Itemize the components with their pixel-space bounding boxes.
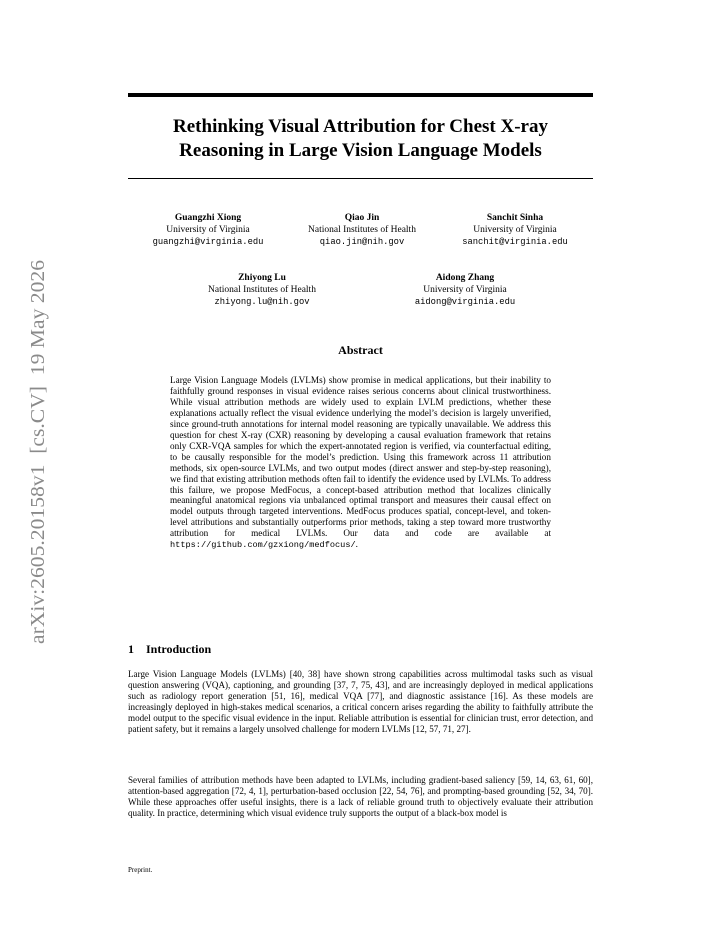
author-block xyxy=(292,212,432,248)
author-affiliation: National Institutes of Health xyxy=(308,225,416,235)
author-affiliation: University of Virginia xyxy=(473,225,557,235)
code-repository-link[interactable]: https://github.com/gzxiong/medfocus/ xyxy=(170,540,356,551)
section-title: Introduction xyxy=(146,642,212,656)
paper-title-line-1: Rethinking Visual Attribution for Chest X-ray xyxy=(173,116,548,137)
introduction-paragraph: Several families of attribution methods have been adapted to LVLMs, including gradient-based saliency [59, 14, 63, 61, 60], attention-based aggregation [72, 4, 1], perturbation-based occlusion [22, 54, 76], and prompting-based grounding [52, 34, 70]. While these approaches offer useful insights, there is a lack of reliable ground truth to objectively evaluate their attribution quality. In practice, determining which visual evidence truly supports the output of a black-box model is xyxy=(128,775,593,818)
title-top-rule xyxy=(128,93,593,97)
section-number: 1 xyxy=(128,642,134,656)
preprint-footer: Preprint. xyxy=(128,866,153,874)
author-name: Zhiyong Lu xyxy=(238,273,286,283)
introduction-paragraph: Large Vision Language Models (LVLMs) [40, 38] have shown strong capabilities across multimodal tasks such as visual question answering (VQA), captioning, and grounding [37, 7, 75, 43], and are increasingly deployed in medical applications such as radiology report generation [51, 16], medical VQA [77], and diagnostic assistance [16]. As these models are increasingly deployed in high-stakes medical scenarios, a critical concern arises regarding the ability to faithfully attribute the model output to the specific visual evidence in the input. Reliable attribution is essential for clinician trust, error detection, and patient safety, but it remains a largely unsolved challenge for modern LVLMs [12, 57, 71, 27]. xyxy=(128,669,593,734)
arxiv-identifier-text: arXiv:2605.20158v1 [cs.CV] 19 May 2026 xyxy=(27,279,49,644)
author-affiliation: University of Virginia xyxy=(423,285,507,295)
paper-title xyxy=(128,115,593,163)
abstract-heading: Abstract xyxy=(338,343,383,357)
abstract-end: . xyxy=(355,539,358,550)
author-block xyxy=(192,272,332,308)
author-email[interactable]: zhiyong.lu@nih.gov xyxy=(214,297,310,307)
author-block xyxy=(140,212,276,248)
author-name: Qiao Jin xyxy=(344,213,380,223)
paper-title-line-2: Reasoning in Large Vision Language Models xyxy=(179,140,542,161)
abstract-body xyxy=(170,375,551,551)
author-email[interactable]: sanchit@virginia.edu xyxy=(462,237,568,247)
author-affiliation: National Institutes of Health xyxy=(208,285,316,295)
title-bottom-rule xyxy=(128,178,593,179)
author-email[interactable]: aidong@virginia.edu xyxy=(414,297,516,307)
author-name: Aidong Zhang xyxy=(435,273,495,283)
author-email[interactable]: qiao.jin@nih.gov xyxy=(319,237,405,247)
author-block xyxy=(401,272,529,308)
author-affiliation: University of Virginia xyxy=(166,225,250,235)
section-heading-introduction xyxy=(128,642,593,656)
author-email[interactable]: guangzhi@virginia.edu xyxy=(152,237,264,247)
author-name: Guangzhi Xiong xyxy=(174,213,242,223)
author-name: Sanchit Sinha xyxy=(486,213,544,223)
author-block xyxy=(447,212,583,248)
abstract-text: Large Vision Language Models (LVLMs) show promise in medical applications, but their inability to faithfully ground responses in visual evidence raises serious concerns about clinical trustworthiness. While visual attribution methods are widely used to explain LVLM predictions, whether these explanations actually reflect the visual evidence underlying the model’s decision is largely unverified, since ground-truth annotations for internal model reasoning are typically unavailable. We address this question for chest X-ray (CXR) reasoning by developing a causal evaluation framework that retains only CXR-VQA samples for which the expert-annotated region is verified, via counterfactual editing, to be causally responsible for the model’s prediction. Using this framework across 11 attribution methods, six open-source LVLMs, and two output modes (direct answer and step-by-step reasoning), we find that existing attribution methods often fail to identify the evidence used by LVLMs. To address this failure, we propose MedFocus, a concept-based attribution method that localizes clinically meaningful anatomical regions via unbalanced optimal transport and measures their causal effect on model outputs through targeted interventions. MedFocus produces spatial, concept-level, and token-level attributions and substantially outperforms prior methods, taking a step toward more trustworthy attribution for medical LVLMs. Our data and code are available at xyxy=(170,375,551,539)
arxiv-identifier-stamp xyxy=(22,258,52,648)
